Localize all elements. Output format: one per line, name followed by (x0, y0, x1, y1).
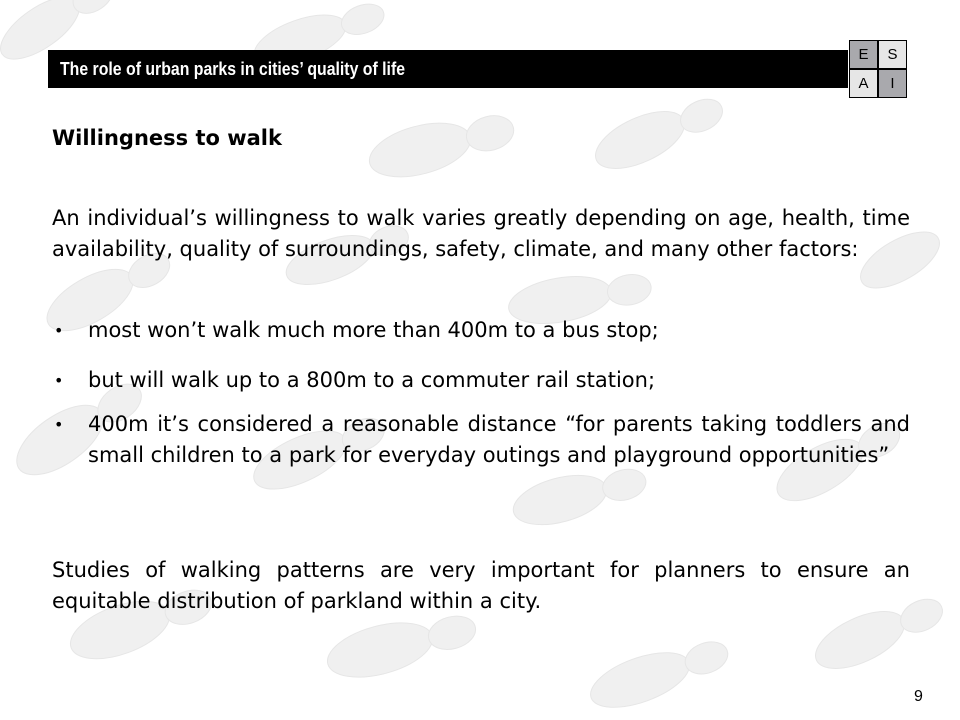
bullet-text: but will walk up to a 800m to a commuter rail station; (88, 368, 656, 392)
bullet-text: most won’t walk much more than 400m to a bus stop; (88, 318, 659, 342)
logo-letter-s: S (879, 41, 906, 68)
logo-letter-a: A (850, 70, 877, 97)
header-title: The role of urban parks in cities’ quality of life (60, 59, 406, 79)
page-number: 9 (914, 688, 923, 705)
intro-paragraph: An individual’s willingness to walk varies greatly depending on age, health, time availability, quality of surroundings, safety, climate, and many other factors: (52, 206, 910, 261)
header-bar (48, 50, 848, 88)
closing-paragraph: Studies of walking patterns are very important for planners to ensure an equitable distribution of parkland within a city. (52, 558, 910, 613)
logo-letter-i: I (879, 70, 906, 97)
esai-logo (849, 40, 907, 98)
logo-letter-e: E (850, 41, 877, 68)
bullet-item (52, 365, 910, 396)
bullet-dot-icon: • (54, 321, 64, 340)
bullet-text: 400m it’s considered a reasonable distance “for parents taking toddlers and small children to a park for everyday outings and playground opportunities” (88, 412, 910, 467)
bullet-item (52, 409, 910, 471)
bullet-item (52, 315, 910, 346)
slide-heading: Willingness to walk (52, 126, 282, 150)
bullet-dot-icon: • (54, 415, 64, 434)
bullet-dot-icon: • (54, 371, 64, 390)
